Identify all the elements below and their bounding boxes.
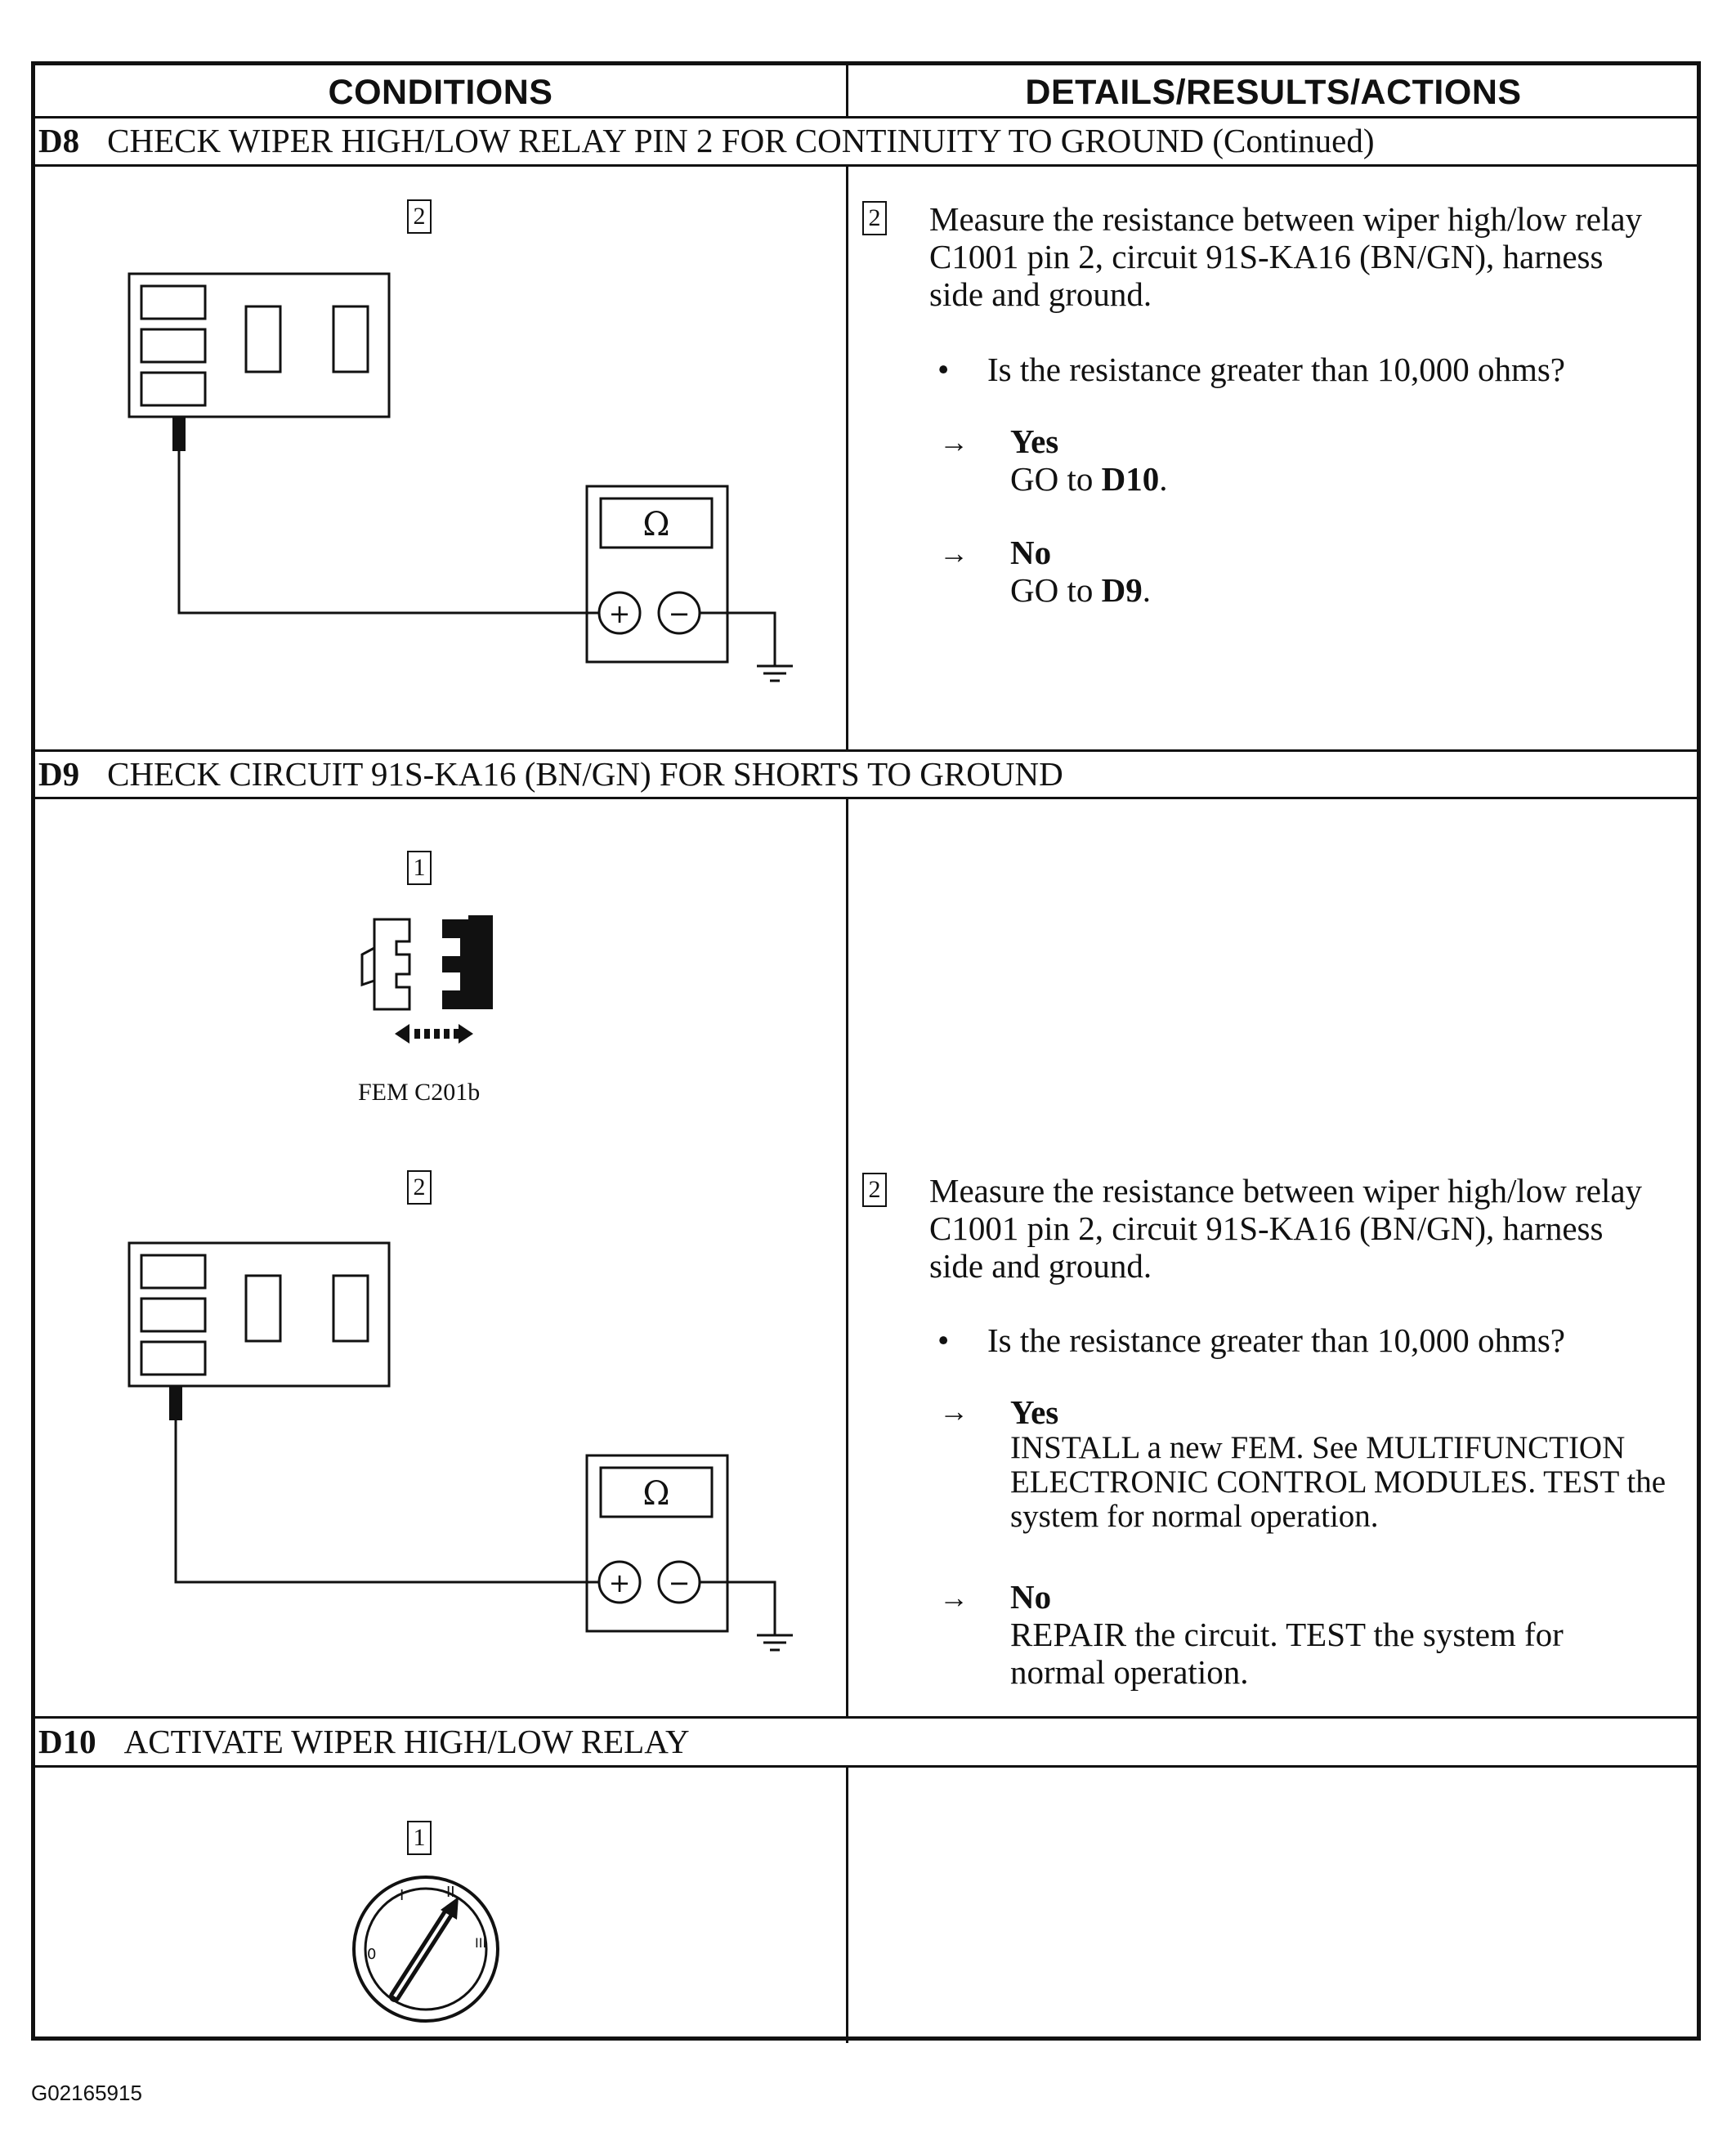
d9-bullet: • — [937, 1321, 950, 1359]
d9-no-arrow: → — [939, 1581, 969, 1614]
minus-terminal: − — [668, 1567, 691, 1598]
d9-connector-caption: FEM C201b — [358, 1079, 481, 1106]
col-divider-d9 — [846, 797, 848, 1716]
d8-question: Is the resistance greater than 10,000 ohms? — [987, 351, 1566, 388]
d9-relay-meter-diagram — [125, 1239, 795, 1721]
svg-text:III: III — [475, 1935, 487, 1951]
connector-disconnect-icon — [346, 907, 542, 1062]
d8-detail-number: 2 — [862, 201, 887, 235]
d10-figure-number: 1 — [407, 1821, 432, 1855]
header-details: DETAILS/RESULTS/ACTIONS — [1025, 72, 1522, 112]
d9-detail-number: 2 — [862, 1173, 887, 1207]
d8-yes-arrow: → — [939, 426, 969, 458]
go-to-target: D9 — [1101, 571, 1143, 609]
step-code: D9 — [38, 755, 80, 793]
ohm-symbol: Ω — [642, 1475, 670, 1513]
d8-bullet: • — [937, 351, 950, 388]
svg-text:II: II — [446, 1884, 455, 1901]
ohm-symbol: Ω — [642, 506, 670, 543]
svg-text:I: I — [400, 1887, 405, 1904]
plus-terminal: + — [608, 1567, 631, 1598]
d9-measure-text: Measure the resistance between wiper high/low relay C1001 pin 2, circuit 91S-KA16 (BN/GN), harness side and ground. — [929, 1172, 1643, 1285]
d8-no-arrow: → — [939, 537, 969, 570]
step-title: ACTIVATE WIPER HIGH/LOW RELAY — [123, 1723, 690, 1760]
no-label: No — [1010, 1578, 1052, 1616]
figure-id: G02165915 — [31, 2081, 142, 2105]
col-divider-d10 — [846, 1765, 848, 2043]
d9-question: Is the resistance greater than 10,000 ohms? — [987, 1321, 1566, 1359]
step-code: D10 — [38, 1723, 96, 1760]
header-conditions: CONDITIONS — [328, 72, 553, 112]
d8-figure-number: 2 — [407, 199, 432, 234]
d9-yes-answer — [1010, 1393, 1697, 1534]
d8-yes-answer: Yes GO to D10. — [1010, 422, 1168, 498]
yes-action: INSTALL a new FEM. See MULTIFUNCTION ELECTRONIC CONTROL MODULES. TEST the system for normal operation. — [1010, 1430, 1667, 1534]
col-divider-d8 — [846, 164, 848, 749]
plus-terminal: + — [608, 598, 631, 629]
d9-yes-arrow: → — [939, 1395, 969, 1428]
relay-box — [129, 274, 389, 417]
d9-no-answer — [1010, 1578, 1631, 1691]
step-title-d10 — [38, 1719, 690, 1764]
no-label: No — [1010, 534, 1052, 571]
step-title-d9 — [38, 752, 1063, 796]
d8-no-answer: No GO to D9. — [1010, 534, 1151, 609]
step-title-d8 — [38, 118, 1375, 163]
rule-d8-title — [35, 164, 1697, 167]
go-to-text: GO to — [1010, 571, 1094, 609]
d8-measure-text: Measure the resistance between wiper high/low relay C1001 pin 2, circuit 91S-KA16 (BN/GN), harness side and ground. — [929, 200, 1643, 313]
go-to-target: D10 — [1101, 460, 1160, 498]
step-title: CHECK CIRCUIT 91S-KA16 (BN/GN) FOR SHORTS TO GROUND — [107, 755, 1063, 793]
yes-label: Yes — [1010, 1393, 1059, 1431]
d8-relay-meter-diagram — [125, 270, 795, 752]
minus-terminal: − — [668, 598, 691, 629]
no-action: REPAIR the circuit. TEST the system for normal operation. — [1010, 1616, 1564, 1691]
step-title: CHECK WIPER HIGH/LOW RELAY PIN 2 FOR CONTINUITY TO GROUND (Continued) — [107, 122, 1375, 159]
step-code: D8 — [38, 122, 80, 159]
yes-label: Yes — [1010, 422, 1059, 460]
d9-figure1-number: 1 — [407, 851, 432, 885]
d9-figure2-number: 2 — [407, 1170, 432, 1205]
rule-d9-title — [35, 797, 1697, 799]
ignition-switch-icon — [344, 1867, 508, 2031]
rule-d10-title — [35, 1765, 1697, 1768]
relay-box — [129, 1243, 389, 1386]
procedure-table — [31, 61, 1701, 2041]
go-to-text: GO to — [1010, 460, 1094, 498]
svg-text:0: 0 — [367, 1946, 377, 1963]
